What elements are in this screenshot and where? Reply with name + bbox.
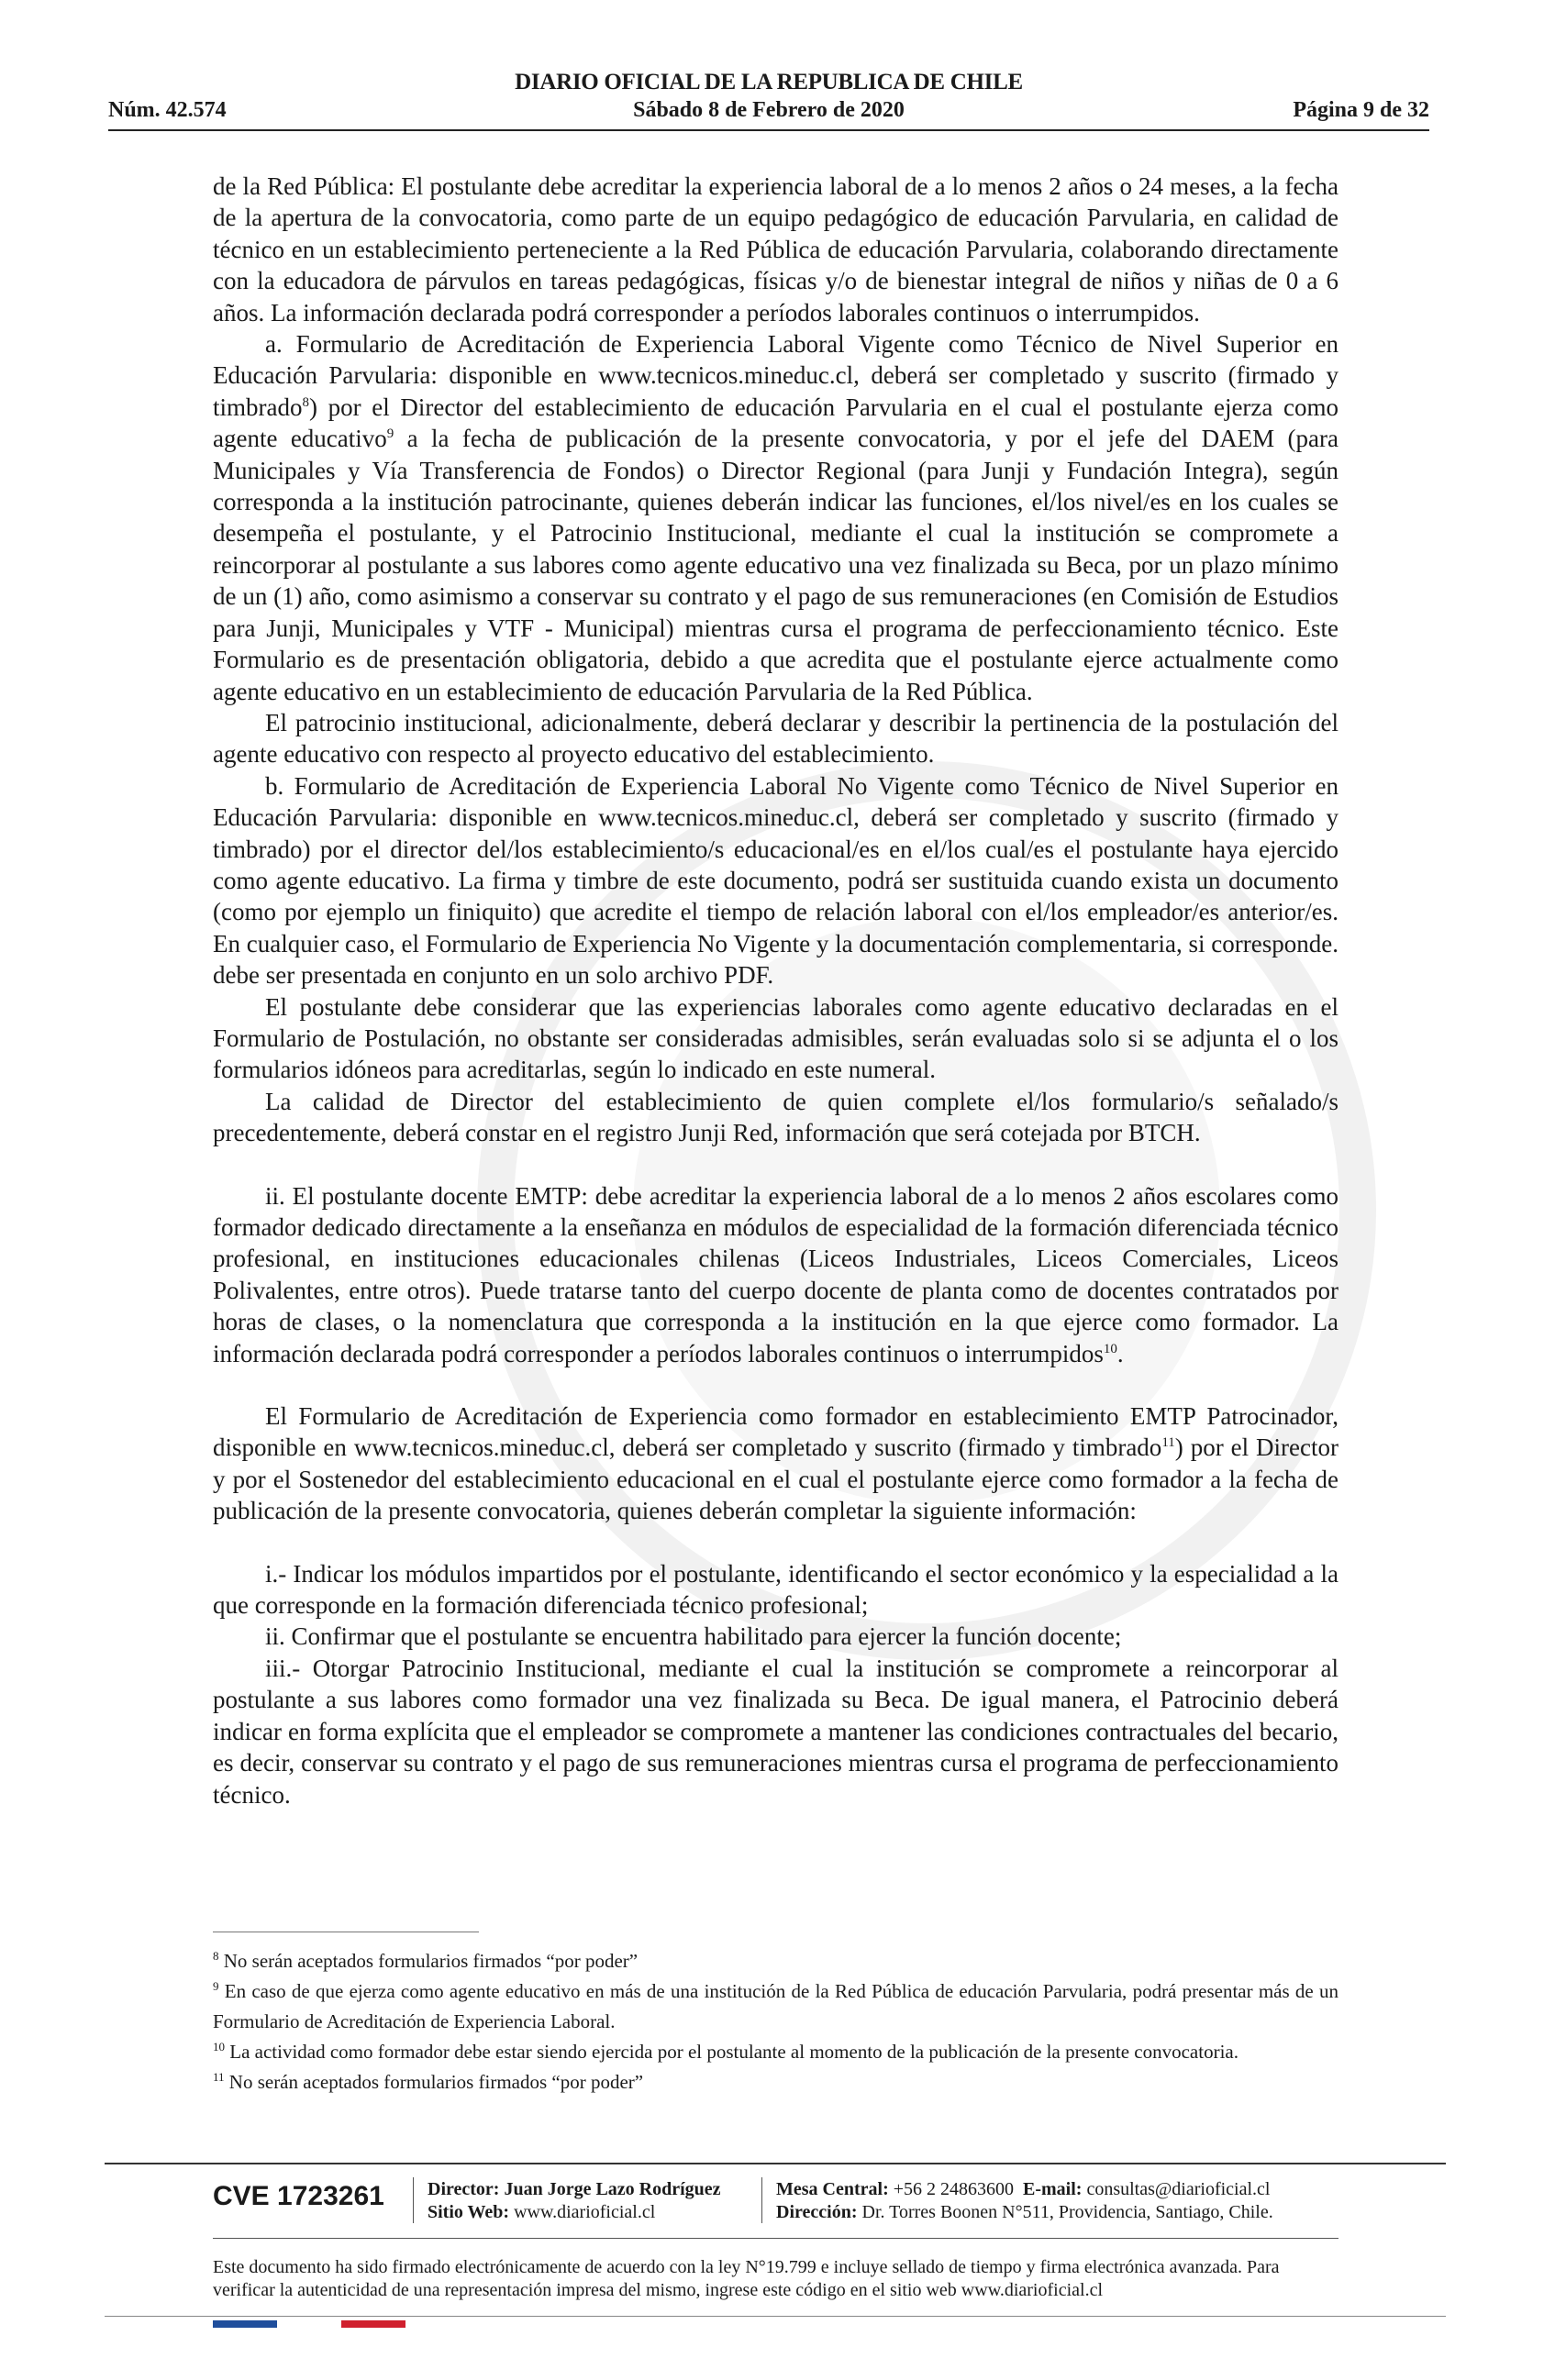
paragraph: b. Formulario de Acreditación de Experiencia Laboral No Vigente como Técnico de Nivel Superior en Educación Parvularia: disponible en www.tecnicos.mineduc.cl, deberá ser completado y suscrito (firmado y timbrado) por el director del/los establecimiento/s educacional/es en el/los cual/es el postulante haya ejercido como agente educativo. La firma y timbre de este documento, podrá ser sustituida cuando exista un documento (como por ejemplo un finiquito) que acredite el tiempo de relación laboral con el/los empleador/es anterior/es. En cualquier caso, el Formulario de Experiencia No Vigente y la documentación complementaria, si corresponde. debe ser presentada en conjunto en un solo archivo PDF. [213, 771, 1338, 990]
paragraph: El Formulario de Acreditación de Experiencia como formador en establecimiento EMTP Patrocinador, disponible en www.tecnicos.mineduc.cl, deberá ser completado y suscrito (firmado y timbrado$^{11}$) por el Director y por el Sostenedor del establecimiento educacional en el cual el postulante ejerce como formador a la fecha de publicación de la presente convocatoria, quienes deberán completar la siguiente información: [213, 1402, 1338, 1525]
footer-separator [413, 2177, 414, 2223]
legal-notice: Este documento ha sido firmado electrónicamente de acuerdo con la ley N°19.799 e incluye sellado de tiempo y firma electrónica avanzada. Para verificar la autenticidad de una representación impresa del mismo, ingrese este código en el sitio web www.diarioficial.cl [213, 2257, 1280, 2300]
website-link[interactable]: www.diarioficial.cl [514, 2202, 656, 2222]
newspaper-title: DIARIO OFICIAL DE LA REPUBLICA DE CHILE [515, 70, 1023, 94]
paragraph: ii. El postulante docente EMTP: debe acreditar la experiencia laboral de a lo menos 2 años escolares como formador dedicado directamente a la enseñanza en módulos de especialidad de la formación diferenciada técnico profesional, en instituciones educacionales chilenas (Liceos Industriales, Liceos Comerciales, Liceos Polivalentes, entre otros). Puede tratarse tanto del cuerpo docente de planta como de docentes contratados por horas de clases, o la nomenclatura que corresponda a la institución en la que ejerce como formador. La información declarada podrá corresponder a períodos laborales continuos o interrumpidos$^{10}$. [213, 1181, 1338, 1367]
paragraph: La calidad de Director del establecimiento de quien complete el/los formulario/s señalado/s precedentemente, deberá constar en el registro Junji Red, información que será cotejada por BTCH. [213, 1087, 1338, 1147]
document-body [213, 171, 1338, 1810]
footnote: $^8$ No serán aceptados formularios firmados “por poder” [213, 1949, 639, 1972]
cve-code: CVE 1723261 [213, 2181, 384, 2211]
footnote: $^{11}$ No serán aceptados formularios firmados “por poder” [213, 2070, 644, 2093]
footnotes [213, 1946, 1338, 2098]
paragraph: de la Red Pública: El postulante debe acreditar la experiencia laboral de a lo menos 2 años o 24 meses, a la fecha de la apertura de la convocatoria, como parte de un equipo pedagógico de educación Parvularia, en calidad de técnico en un establecimiento perteneciente a la Red Pública de educación Parvularia, colaborando directamente con la educadora de párvulos en tareas pedagógicas, físicas y/o de bienestar integral de niños y niñas de 0 a 6 años. La información declarada podrá corresponder a períodos laborales continuos o interrumpidos. [213, 172, 1338, 327]
footnote: $^9$ En caso de que ejerza como agente educativo en más de una institución de la Red Pública de educación Parvularia, podrá presentar más de un Formulario de Acreditación de Experiencia Laboral. [213, 1979, 1339, 2032]
footer-contact-info: Mesa Central: +56 2 24863600 E-mail: consultas@diarioficial.cl Dirección: Dr. Torres Boonen N°511, Providencia, Santiago, Chile. [776, 2179, 1273, 2222]
list-item: i.- Indicar los módulos impartidos por el postulante, identificando el sector económico y la especialidad a la que corresponde en la formación diferenciada técnico profesional; [213, 1559, 1338, 1620]
footer-director-info: Director: Juan Jorge Lazo Rodríguez Sitio Web: www.diarioficial.cl [428, 2179, 721, 2222]
issue-date: Sábado 8 de Febrero de 2020 [633, 98, 905, 122]
footnote: $^{10}$ La actividad como formador debe estar siendo ejercida por el postulante al momento de la publicación de la presente convocatoria. [213, 2040, 1238, 2063]
footer-separator [761, 2177, 762, 2223]
footer-divider [105, 2163, 1446, 2164]
paragraph: a. Formulario de Acreditación de Experiencia Laboral Vigente como Técnico de Nivel Superior en Educación Parvularia: disponible en www.tecnicos.mineduc.cl, deberá ser completado y suscrito (firmado y timbrado$^8$) por el Director del establecimiento de educación Parvularia en el cual el postulante ejerza como agente educativo$^9$ a la fecha de publicación de la presente convocatoria, y por el jefe del DAEM (para Municipales y Vía Transferencia de Fondos) o Director Regional (para Junji y Fundación Integra), según corresponda a la institución patrocinante, quienes deberán indicar las funciones, el/los nivel/es en los cuales se desempeña el postulante, y el Patrocinio Institucional, mediante el cual la institución se compromete a reincorporar al postulante a sus labores como agente educativo una vez finalizada su Beca, por un plazo mínimo de un (1) año, como asimismo a conservar su contrato y el pago de sus remuneraciones (en Comisión de Estudios para Junji, Municipales y VTF - Municipal) mientras cursa el programa de perfeccionamiento técnico. Este Formulario es de presentación obligatoria, debido a que acredita que el postulante ejerce actualmente como agente educativo en un establecimiento de educación Parvularia de la Red Pública. [213, 330, 1338, 705]
list-item: ii. Confirmar que el postulante se encuentra habilitado para ejercer la función docente; [265, 1622, 1122, 1651]
page-number: Página 9 de 32 [1293, 98, 1429, 122]
header-divider [108, 129, 1429, 131]
list-item: iii.- Otorgar Patrocinio Institucional, mediante el cual la institución se compromete a reincorporar al postulante a sus labores como formador una vez finalizada su Beca. De igual manera, el Patrocinio deberá indicar en forma explícita que el empleador se compromete a mantener las condiciones contractuales del becario, es decir, conservar su contrato y el pago de sus remuneraciones mientras cursa el programa de perfeccionamiento técnico. [213, 1654, 1338, 1809]
email-link[interactable]: consultas@diarioficial.cl [1086, 2179, 1271, 2199]
flag-stripe [213, 2320, 405, 2328]
footer-divider [105, 2316, 1446, 2317]
footer-divider [213, 2238, 1338, 2239]
paragraph: El patrocinio institucional, adicionalmente, deberá declarar y describir la pertinencia de la postulación del agente educativo con respecto al proyecto educativo del establecimiento. [213, 708, 1338, 769]
paragraph: El postulante debe considerar que las experiencias laborales como agente educativo declaradas en el Formulario de Postulación, no obstante ser consideradas admisibles, serán evaluadas solo si se adjunta el o los formularios idóneos para acreditarlas, según lo indicado en este numeral. [213, 992, 1338, 1084]
page-header [108, 70, 1429, 134]
issue-number: Núm. 42.574 [108, 98, 227, 122]
